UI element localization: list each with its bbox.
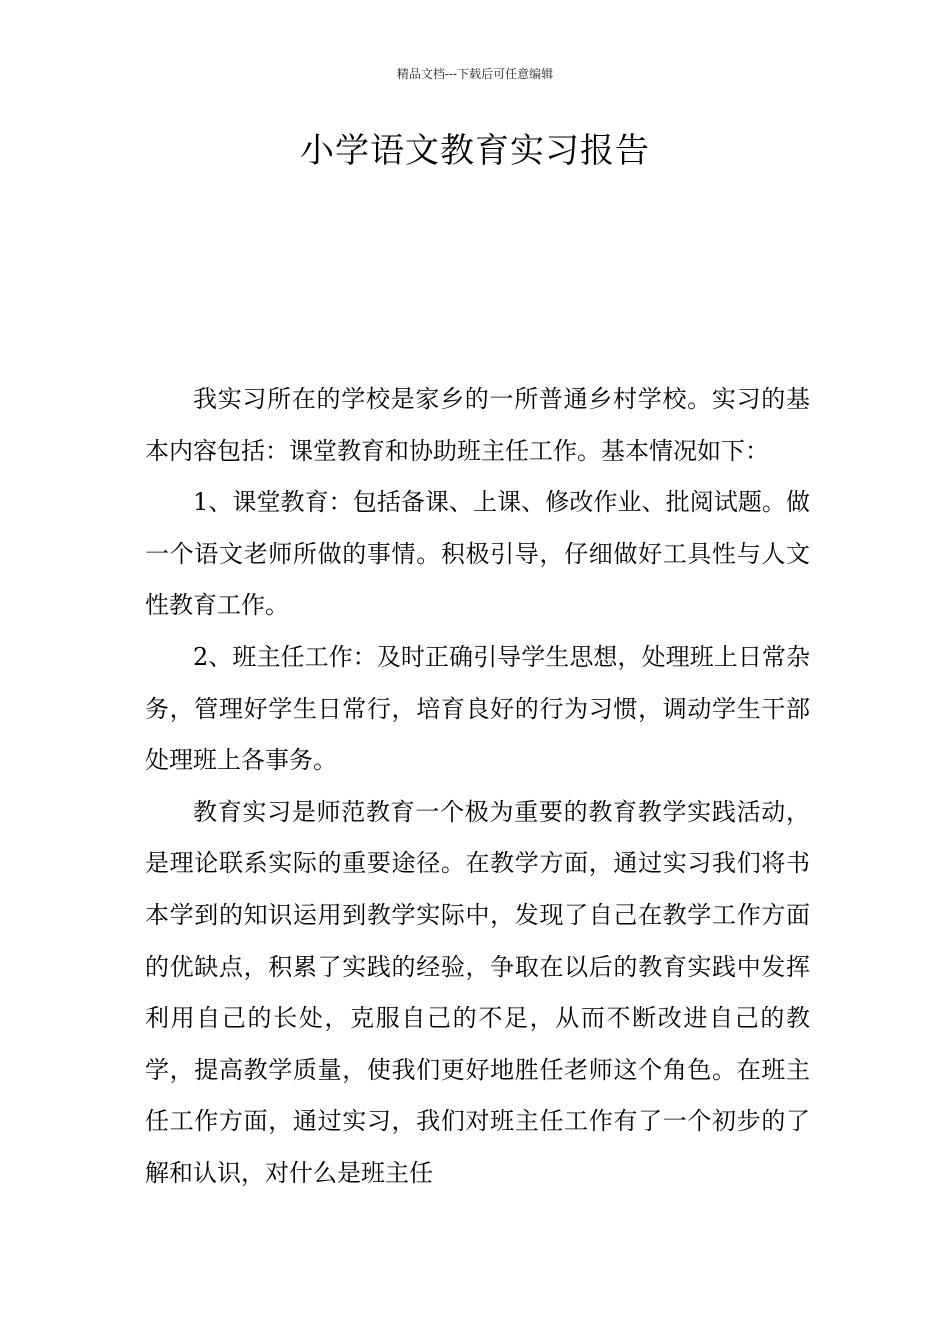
document-title: 小学语文教育实习报告 [300, 131, 650, 171]
paragraph-head-teacher-work: 2、班主任工作：及时正确引导学生思想，处理班上日常杂务，管理好学生日常行，培育良好的行为习惯，调动学生干部处理班上各事务。 [145, 642, 810, 775]
header-note: 精品文档---下载后可任意编辑 [396, 67, 554, 81]
document-body [145, 374, 810, 1200]
paragraph-intro: 我实习所在的学校是家乡的一所普通乡村学校。实习的基本内容包括：课堂教育和协助班主任工作。基本情况如下： [145, 385, 810, 465]
paragraph-reflection: 教育实习是师范教育一个极为重要的教育教学实践活动，是理论联系实际的重要途径。在教学方面，通过实习我们将书本学到的知识运用到教学实际中，发现了自己在教学工作方面的优缺点，积累了实践的经验，争取在以后的教育实践中发挥利用自己的长处，克服自己的不足，从而不断改进自己的教学，提高教学质量，使我们更好地胜任老师这个角色。在班主任工作方面，通过实习，我们对班主任工作有了一个初步的了解和认识，对什么是班主任 [145, 797, 810, 1187]
paragraph-classroom-teaching: 1、课堂教育：包括备课、上课、修改作业、批阅试题。做一个语文老师所做的事情。积极引导，仔细做好工具性与人文性教育工作。 [145, 488, 810, 620]
